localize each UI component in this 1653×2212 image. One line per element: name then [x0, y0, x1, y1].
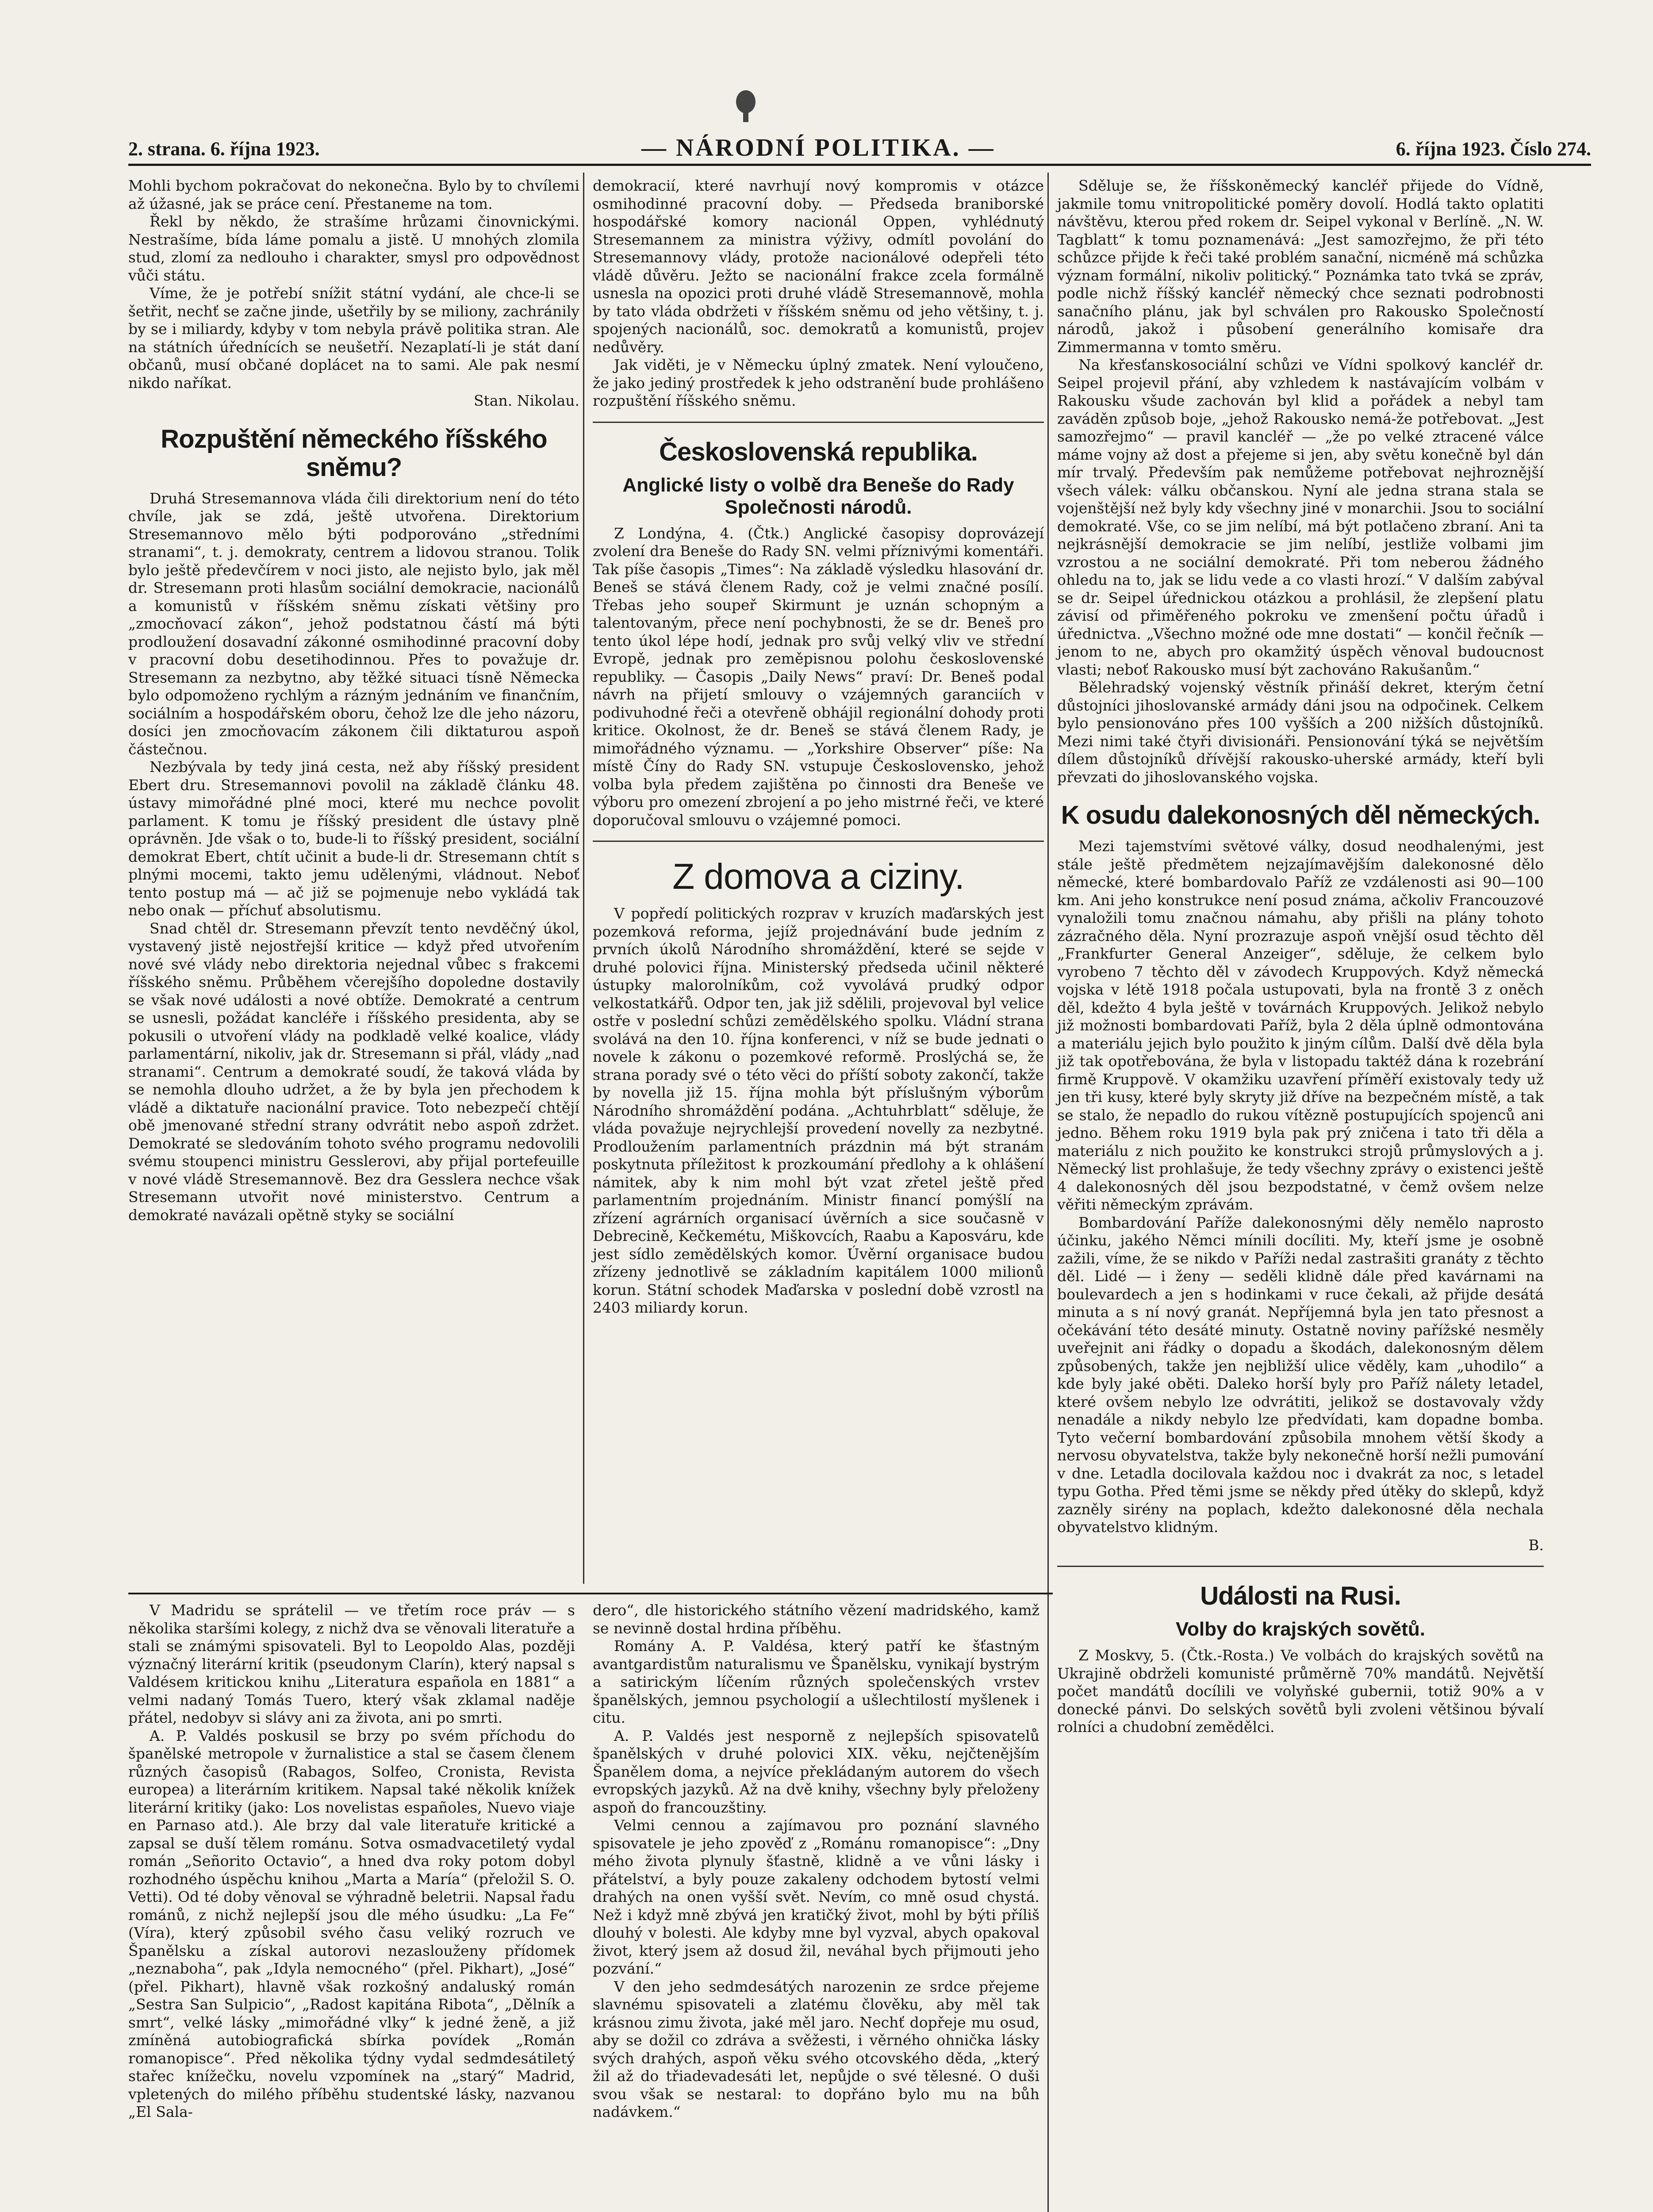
author-signature: B.	[1528, 1536, 1544, 1554]
page-number-date: 2. strana. 6. října 1923.	[128, 138, 320, 160]
feuilleton-text: Romány A. P. Valdésa, který patří ke šťastným avantgardistům naturalismu ve Španělsku, vynikají bystrým a satirickým líčením různých společenských vrstev španělských, jemnou psychologií a ušlechtilostí myšlenek i citu.	[593, 1637, 1039, 1726]
column-1	[128, 177, 579, 1224]
headline-long-range-guns: K osudu dalekonosných děl německých.	[1061, 801, 1540, 830]
feuilleton-text: V den jeho sedmdesátých narozenin ze srdce přejeme slavnému spisovateli a zlatému člověku, aby měl tak krásnou zimu života, jaké měl jaro. Nechť dopřeje mu osud, aby se dožil co zdráva a svěžesti, i věrného ohnička lásky svých drahých, aspoň věku svého otcovského děda, „který žil až do třiadevadesáti let, nepůjde o své tělesné. O duši svou však se nestaral: to dopřáno bylo mu na bůh nadávkem.“	[593, 1978, 1039, 2120]
masthead	[128, 133, 1591, 166]
article-text: demokracií, které navrhují nový kompromis v otázce osmihodinné pracovní doby. — Předseda braniborské hospodářské komory nacionál Oppen, vyhlédnutý Stresemannem za ministra výživy, odmítl povolání do Stresemannovy vlády, protože nacionálové odepřeli této vládě důvěru. Ježto se nacionální frakce zcela formálně usnesla na opozici proti druhé vládě Stresemannově, mohla by tato vláda obdržeti v říšském sněmu od jeho většiny, t. j. spojených nacionálů, soc. demokratů a komunistů, projev nedůvěry.	[593, 177, 1044, 356]
column-3	[1057, 177, 1544, 1736]
article-text: Na křesťanskosociální schůzi ve Vídni spolkový kancléř dr. Seipel projevil přání, aby vzhledem k nastávajícím volbám v Rakousku všude zachován byl klid a pořádek a nebyl tam zaváděn způsob boje, „jehož Rakousko nemá-že potřebovat. „Jest samozřejmo“ — pravil kancléř — „že po velké ztracené válce máme vojny až dost a přejeme si jen, aby světu konečně byl dán mír trvalý. Především pak nemůžeme potřebovat nejhroznější všech válek: válku občanskou. Nyní ale jedna strana stala se vojenštější než byly kdy všechny jiné v monarchii. Jsou to sociální demokraté. Vše, co se jim nelíbí, má být potlačeno zbraní. Ani ta nejkrásnější demokracie se jim nelíbí, jestliže volbami jim vzrostou a ne sociální demokraté. Při tom neberou žádného ohledu na to, jak se lidu vede a co vlasti hrozí.“ V dalším zabýval se dr. Seipel úřednickou otázkou a prohlásil, že zlepšení platu závisí od přiměřeného pokroku ve zmenšení počtu úřadů i úřednictva. „Všechno možné ode mne dostati“ — končil řečník — jenom to ne, abych pro okamžitý úspěch věnoval budoucnost vlasti; neboť Rakousko musí být zachováno Rakušanům.“	[1057, 356, 1544, 678]
feuilleton-column-1	[128, 1601, 575, 2121]
feuilleton-divider	[128, 1593, 1053, 1594]
section-divider	[593, 422, 1044, 423]
article-text: Nezbývala by tedy jiná cesta, než aby říšský president Ebert dru. Stresemannovi povolil na základě článku 48. ústavy mimořádné plné moci, které mu nechce povolit parlament. K tomu je říšský president dle ústavy plně oprávněn. Jde však o to, bude-li to říšský president, sociální demokrat Ebert, chtít učinit a bude-li dr. Stresemann chtít s plnými mocemi, takto jemu udělenými, vládnout. Neboť tento postup má — ač již se pojmenuje nebo vykládá tak nebo onak — příchuť absolutismu.	[128, 758, 579, 919]
subheadline-soviet-elections: Volby do krajských sovětů.	[1175, 1618, 1426, 1640]
section-title-domestic-foreign: Z domova a ciziny.	[672, 856, 964, 897]
section-divider	[593, 841, 1044, 842]
section-title-czechoslovak-republic: Československá republika.	[659, 437, 978, 466]
article-text: Z Londýna, 4. (Čtk.) Anglické časopisy doprovázejí zvolení dra Beneše do Rady SN. velmi příznivými komentáři. Tak píše časopis „Times“: Na základě výsledku hlasování dr. Beneš se stává členem Rady, což je velmi značné posílí. Třebas jeho soupeř Skirmunt je uznán schopným a talentovaným, přece není pochybnosti, že se dr. Beneš pro tento úkol lépe hodí, jednak pro svůj velký vliv ve střední Evropě, jednak pro zeměpisnou polohu československé republiky. — Časopis „Daily News“ praví: Dr. Beneš podal návrh na přijetí smlouvy o vzájemných garanciích v podivuhodné řeči a otevřeně obhájil regionální dohody proti kritice. Okolnost, že dr. Beneš se stává členem Rady, je mimořádného významu. — „Yorkshire Observer“ píše: Na místě Číny do Rady SN. vstupuje Československo, jehož volba byla předem zajištěna po činnosti dra Beneše ve výboru pro omezení zbrojení a po jeho mistrné řeči, ve které doporučoval smlouvu o vzájemné pomoci.	[593, 524, 1044, 829]
article-text: Bělehradský vojenský věstník přináší dekret, kterým četní důstojníci jihoslovanské armády dáni jsou na odpočinek. Celkem bylo pensionováno přes 100 vyšších a 200 nižších důstojníků. Mezi nimi také čtyři divisionáři. Pensionování týká se největším dílem důstojníků dřívější rakousko-uherské armády, kteří byli převzati do jihoslovanského vojska.	[1057, 679, 1544, 786]
feuilleton-text: A. P. Valdés jest nesporně z nejlepších spisovatelů španělských v druhé polovici XIX. věku, nejčtenějším Španělem doma, a nejvíce překládaným autorem do všech evropských jazyků. Až na dvě knihy, všechny byly přeloženy aspoň do francouzštiny.	[593, 1727, 1039, 1816]
article-text: Druhá Stresemannova vláda čili direktorium není do této chvíle, jak se zdá, ještě utvořena. Direktorium Stresemannovo mělo býti podporováno „středními stranami“, t. j. demokraty, centrem a lidovou stranou. Tolik bylo ještě předevčírem v noci jisto, ale nejisto bylo, jak měl dr. Stresemann proti hlasům sociální demokracie, nacionálů a komunistů v říšském sněmu získati většiny pro „zmocňovací zákon“, jehož podstatnou částí má býti prodloužení dosavadní zákonné osmihodinné pracovní doby v pracovní dobu desetihodinnou. Přes to považuje dr. Stresemann za nezbytno, aby těžké situaci tísně Německa bylo odpomoženo rychlým a rázným jednáním ve finančním, sociálním a hospodářském oboru, čehož lze dle jeho názoru, dosíci jen zmocňovacím zákonem čili diktaturou aspoň částečnou.	[128, 489, 579, 758]
feuilleton-text: dero“, dle historického státního vězení madridského, kamž se nevinně dostal hrdina příběhu.	[593, 1601, 1039, 1637]
feuilleton-text: A. P. Valdés poskusil se brzy po svém příchodu do španělské metropole v žurnalistice a stal se časem členem různých časopisů (Rabagos, Solfeo, Cronista, Revista europea) a literárním kritikem. Napsal také několik knížek literární kritiky (jako: Los novelistas españoles, Nuevo viaje en Parnaso atd.). Ale brzy dal vale literatuře kritické a zapsal se duší tělem románu. Sotva osmadvacetiletý vydal román „Señorito Octavio“, a hned dva roky potom dobyl rozhodného úspěchu knihou „Marta a María“ (přeložil S. O. Vetti). Od té doby věnoval se výhradně beletrii. Napsal řadu románů, z nichž nejlepší jsou dle mého úsudku: „La Fe“ (Víra), který způsobil svého času veliký rozruch ve Španělsku a získal autorovi nezaslouženy přídomek „neznaboha“, pak „Idyla nemocného“ (přel. Pikhart), „José“ (přel. Pikhart), hlavně však rozkošný andaluský román „Sestra San Sulpicio“, „Radost kapitána Ribota“, „Dělník a smrt“, velké lásky „mimořádné vlky“ k jedné ženě, a již zmíněná autobiografická sbírka povídek „Román romanopisce“. Před několika týdny vydal sedmdesátiletý stařec knížečku, novelu vzpomínek na „starý“ Madrid, vpletených do milého příběhu studentské lásky, nazvanou „El Sala-	[128, 1727, 575, 2120]
section-divider	[1057, 1566, 1544, 1567]
newspaper-title: — NÁRODNÍ POLITIKA. —	[641, 134, 995, 161]
column-divider	[583, 173, 584, 1584]
feuilleton-text: V Madridu se sprátelil — ve třetím roce práv — s několika staršími kolegy, z nichž dva se věnovali literatuře a stali se známými spisovateli. Byl to Leopoldo Alas, později význačný literární kritik (pseudonym Clarín), který napsal s Valdésem kritickou knihu „Literatura española en 1881“ a velmi nadaný Tomás Tuero, který však zklamal naděje přátel, nedobyv si slávy ani za života, ani po smrti.	[128, 1601, 575, 1726]
section-title-russia: Události na Rusi.	[1200, 1582, 1401, 1610]
feuilleton-text: Velmi cennou a zajímavou pro poznání slavného spisovatele je jeho zpověď z „Románu romanopisce“: „Dny mého života plynuly šťastně, klidně a ve vůni lásky i přátelství, a byly pouze zakaleny odchodem bytostí velmi drahých na onen vyšší svět. Nevím, co mně osud chystá. Než i když mně zbývá jen kratičký život, mohl by býti příliš dlouhý v bolesti. Ale kdyby mne byl vyzval, abych opakoval život, který jsem až dosud žil, neváhal bych přijmouti jeho pozvání.“	[593, 1816, 1039, 1977]
feuilleton-column-2	[593, 1601, 1039, 2121]
headline-reichstag: Rozpuštění německého říšského sněmu?	[161, 424, 547, 482]
article-text: Mohli bychom pokračovat do nekonečna. Bylo by to chvílemi až úžasné, jak se práce cení. Přestaneme na tom.	[128, 177, 579, 212]
article-text: Bombardování Paříže dalekonosnými děly nemělo naprosto účinku, jakého Němci mínili docíliti. My, kteří jsme je osobně zažili, víme, že se nikdo v Paříži nedal zastrašiti granáty z těchto děl. Lidé — i ženy — seděli klidně dále před kavárnami na boulevardech a jen s hodinkami v ruce čekali, až přijde desátá minuta a s ní nový granát. Nepříjemná byla jen tato přesnost a očekávání této desáté minuty. Ostatně noviny pařížské nesměly uveřejnit ani řádky o dopadu a škodách, dalekonosným dělem způsobených, takže jen nejbližší ulice věděly, kam „uhodilo“ a kde byly jaké oběti. Daleko horší byly pro Paříž nálety letadel, které ovšem nebylo lze odvrátiti, jelikož se dostavovaly vždy nenadále a nikdy nebylo lze předvídati, kam dopadne bomba. Tyto večerní bombardování způsobila mnohem větší škody a nervosu obyvatelstva, takže byly nekonečně horší nežli pumování v dne. Letadla docilovala každou noc i dvakrát za noc, s letadel typu Gotha. Před těmi jsme se někdy před útěky do sklepů, když zazněly sirény na poplach, kdežto dalekonosné děla nechala obyvatelstvo klidným.	[1057, 1214, 1544, 1536]
article-text: Řekl by někdo, že strašíme hrůzami činovnickými. Nestrašíme, bída láme pomalu a jistě. U mnohých zlomila stud, zlomí za nedlouho i charakter, smysl pro odpovědnost vůči státu.	[128, 213, 579, 284]
article-text: Snad chtěl dr. Stresemann převzít tento nevděčný úkol, vystavený jistě nejostřejší kritice — když před utvořením nové své vlády nebo direktoria nejednal vůbec s frakcemi říšského sněmu. Průběhem včerejšího dopoledne dostavily se však nové události a nové obtíže. Demokraté a centrum se usnesli, požádat kancléře i říšského presidenta, aby se pokusili o utvoření vlády na podkladě velké koalice, vlády parlamentární, nikoliv, jak dr. Stresemann si přál, vlády „nad stranami“. Centrum a demokraté soudí, že taková vláda by se nemohla dlouho udržet, a že by byla jen přechodem k vládě a diktatuře nacionální pravice. Toto nebezpečí chtějí obě jmenované střední strany odvrátit nebo aspoň zdržet. Demokraté se sledováním tohoto svého programu nedovolili svému stoupenci ministru Gesslerovi, aby přijal portefeuille v nové vládě Stresemannově. Bez dra Gesslera nechce však Stresemann utvořit nové ministerstvo. Centrum a demokraté navázali opětně styky se sociální	[128, 919, 579, 1224]
article-text: Sděluje se, že říšskoněmecký kancléř přijede do Vídně, jakmile tomu vnitropolitické poměry dovolí. Hodlá takto oplatiti návštěvu, kterou před rokem dr. Seipel vykonal v Berlíně. „N. W. Tagblatt“ k tomu poznamenává: „Jest samozřejmo, že při této schůzce přijde k řeči také problém sanační, nicméně má schůzka význam formální, nikoliv politický.“ Poznámka tato tvká se zpráv, podle nichž říšský kancléř německý chce seznati podrobnosti sanačního plánu, jak byl schválen pro Rakousko Společností národů, jakož i působení generálního komisaře dra Zimmermanna v tomto směru.	[1057, 177, 1544, 356]
library-stamp-icon	[733, 88, 759, 124]
subheadline-benes: Anglické listy o volbě dra Beneše do Rady Společnosti národů.	[622, 474, 1014, 518]
author-signature: Stan. Nikolau.	[473, 392, 579, 409]
article-text: Víme, že je potřebí snížit státní vydání, ale chce-li se šetřit, nechť se začne jinde, ušetřily by se miliony, zachránily by se i miliardy, kdyby v tom nebyla právě politika stran. Ale na státních úřednících se neušetří. Nezaplatí-li je stát daní občanů, musí občané doplácet na to sami. Ale pak nesmí nikdo naříkat.	[128, 284, 579, 392]
article-text: Z Moskvy, 5. (Čtk.-Rosta.) Ve volbách do krajských sovětů na Ukrajině obdrželi komunisté průměrně 70% mandátů. Největší počet mandátů docílili ve volyňské gubernii, totiž 90% a v donecké pánvi. Do selských sovětů byli zvoleni většinou bývalí rolníci a chudobní zemědělci.	[1057, 1647, 1544, 1736]
column-divider	[1047, 173, 1049, 2212]
article-text: Mezi tajemstvími světové války, dosud neodhalenými, jest stále ještě předmětem nejzajímavějším dalekonosné dělo německé, které bombardovalo Paříž ze vzdálenosti asi 90—100 km. Ani jeho konstrukce není posud známa, ačkoliv Francouzové vynaložili tomu značnou námahu, aby přišli na plány tohoto zázračného děla. Nyní prozrazuje aspoň vnější osud těchto děl „Frankfurter General Anzeiger“, sděluje, že celkem bylo vyrobeno 7 těchto děl v závodech Kruppových. Když německá vojska v létě 1918 počala ustupovati, byla na frontě 3 z oněch děl, kdežto 4 byla ještě v továrnách Kruppových. Jelikož nebylo již možnosti bombardovati Paříž, byla 2 děla úplně odmontována a materiálu jejich bylo použito k jiným cílům. Další dvě děla byla již tak opotřebována, že byla v listopadu taktéž dána k rozebrání firmě Kruppově. V okamžiku uzavření příměří existovaly tedy už jen tři kusy, které byly skryty již dříve na bezpečném místě, a tak se stalo, že nepadlo do rukou vítězně postupujících spojenců ani jedno. Během roku 1919 byla pak prý zničena i tato tři děla a materiálu z nich použito ke konstrukci strojů průmyslových a j. Německý list prohlašuje, že tedy všechny zprávy o existenci ještě 4 dalekonosných děl jsou bezpodstatné, v čemž ovšem nelze věřiti německým zprávám.	[1057, 837, 1544, 1213]
issue-number-date: 6. října 1923. Číslo 274.	[1396, 138, 1591, 160]
article-text: V popředí politických rozprav v kruzích maďarských jest pozemková reforma, jejíž projednávání bude jedním z prvních úkolů Národního shromáždění, které se sejde v druhé polovici října. Ministerský předseda učinil některé ústupky malorolníkům, což vyvolává prudký odpor velkostatkářů. Odpor ten, jak již sdělili, projevoval byl velice ostře v poslední schůzi zemědělského spolku. Vládní strana svolává na den 10. října konferenci, v níž se bude jednati o novele k zákonu o pozemkové reformě. Proslýchá se, že strana porady své o této věci do příští soboty zakončí, takže by novella již 15. října mohla být příslušným výborům Národního shromáždění podána. „Achtuhrblatt“ sděluje, že vláda považuje nejrychlejší provedení novelly za nezbytné. Prodloužením parlamentních prázdnin má být stranám poskytnuta příležitost k prozkoumání předlohy a k ohlášení námitek, aby k nim mohl být vzat zřetel ještě před parlamentním projednáním. Ministr financí pomýšlí na zřízení agrárních organisací úvěrních a sice současně v Debrecině, Kečkemétu, Miškovcích, Raabu a Kaposváru, kde jest sídlo zemědělských komor. Úvěrní organisace budou zřízeny jednotlivě se základním kapitálem 1000 milionů korun. Státní schodek Maďarska v poslední době vzrostl na 2403 miliardy korun.	[593, 905, 1044, 1316]
article-text: Jak viděti, je v Německu úplný zmatek. Není vyloučeno, že jako jediný prostředek k jeho odstranění bude prohlášeno rozpuštění říšského sněmu.	[593, 356, 1044, 409]
column-2	[593, 177, 1044, 1317]
